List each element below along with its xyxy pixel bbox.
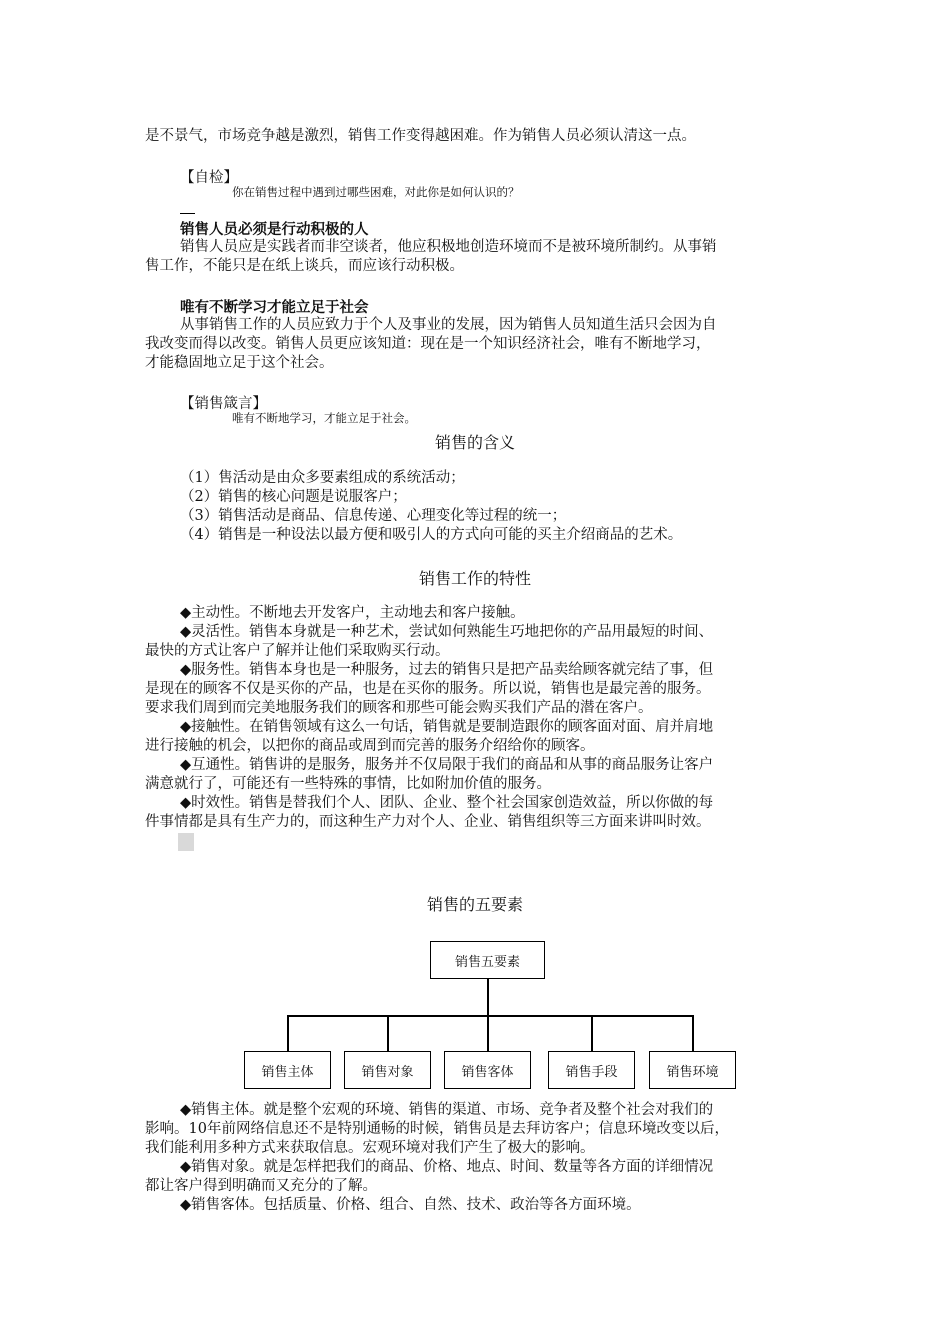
diagram-branch: [287, 1015, 289, 1051]
trait-line: 满意就行了，可能还有一些特殊的事情，比如附加价值的服务。: [145, 776, 551, 792]
section1-heading: 销售人员必须是行动积极的人: [180, 222, 369, 238]
trait-line: ◆服务性。销售本身也是一种服务，过去的销售只是把产品卖给顾客就完结了事，但: [180, 662, 714, 678]
section2-line: 我改变而得以改变。销售人员更应该知道：现在是一个知识经济社会，唯有不断地学习，: [145, 336, 711, 352]
trait-line: 是现在的顾客不仅是买你的产品，也是在买你的服务。所以说，销售也是最完善的服务。: [145, 681, 711, 697]
meaning-item: （4）销售是一种设法以最方便和吸引人的方式向可能的买主介绍商品的艺术。: [180, 527, 683, 543]
diagram-branch: [591, 1015, 593, 1051]
diagram-child-box: 销售手段: [548, 1051, 635, 1089]
motto-label: 【销售箴言】: [180, 396, 267, 412]
section2-line: 从事销售工作的人员应致力于个人及事业的发展，因为销售人员知道生活只会因为自: [180, 317, 717, 333]
diagram-root-box: 销售五要素: [430, 941, 545, 979]
five-line: ◆销售客体。包括质量、价格、组合、自然、技术、政治等各方面环境。: [180, 1197, 641, 1213]
traits-title: 销售工作的特性: [418, 569, 531, 588]
diagram-child-box: 销售对象: [344, 1051, 431, 1089]
diagram-stem: [487, 979, 489, 1016]
section2-heading: 唯有不断学习才能立足于社会: [180, 300, 369, 316]
trait-line: ◆接触性。在销售领域有这么一句话，销售就是要制造跟你的顾客面对面、肩并肩地: [180, 719, 714, 735]
five-line: 我们能利用多种方式来获取信息。宏观环境对我们产生了极大的影响。: [145, 1140, 595, 1156]
five-title: 销售的五要素: [426, 895, 523, 914]
trait-line: ◆主动性。不断地去开发客户，主动地去和客户接触。: [180, 605, 525, 621]
trait-line: 最快的方式让客户了解并让他们采取购买行动。: [145, 643, 450, 659]
meaning-item: （3）销售活动是商品、信息传递、心理变化等过程的统一；: [180, 508, 567, 524]
five-line: ◆销售主体。就是整个宏观的环境、销售的渠道、市场、竞争者及整个社会对我们的: [180, 1102, 714, 1118]
trait-line: 件事情都是具有生产力的，而这种生产力对个人、企业、销售组织等三方面来讲叫时效。: [145, 814, 711, 830]
section1-line: 销售人员应是实践者而非空谈者，他应积极地创造环境而不是被环境所制约。从事销: [180, 239, 717, 255]
diagram-bus: [287, 1015, 693, 1017]
diagram-child-box: 销售环境: [649, 1051, 736, 1089]
five-line: 影响。10年前网络信息还不是特别通畅的时候，销售员是去拜访客户；信息环境改变以后，: [145, 1121, 729, 1137]
trait-line: 要求我们周到而完美地服务我们的顾客和那些可能会购买我们产品的潜在客户。: [145, 700, 653, 716]
intro-line: 是不景气，市场竞争越是激烈，销售工作变得越困难。作为销售人员必须认清这一点。: [145, 128, 696, 144]
meaning-item: （1）售活动是由众多要素组成的系统活动；: [180, 470, 465, 486]
trait-line: ◆互通性。销售讲的是服务，服务并不仅局限于我们的商品和从事的商品服务让客户: [180, 757, 714, 773]
diagram-branch: [487, 1015, 489, 1051]
self-check-label: 【自检】: [180, 170, 238, 186]
short-rule: [180, 213, 195, 214]
diagram-branch: [692, 1015, 694, 1051]
meaning-title: 销售的含义: [434, 433, 515, 452]
meaning-item: （2）销售的核心问题是说服客户；: [180, 489, 407, 505]
diagram-child-box: 销售主体: [244, 1051, 331, 1089]
section2-line: 才能稳固地立足于这个社会。: [145, 355, 334, 371]
self-check-question: 你在销售过程中遇到过哪些困难，对此你是如何认识的？: [232, 185, 520, 199]
five-line: 都让客户得到明确而又充分的了解。: [145, 1178, 377, 1194]
trait-line: 进行接触的机会，以把你的商品或周到而完善的服务介绍给你的顾客。: [145, 738, 595, 754]
motto-text: 唯有不断地学习，才能立足于社会。: [232, 411, 416, 425]
five-line: ◆销售对象。就是怎样把我们的商品、价格、地点、时间、数量等各方面的详细情况: [180, 1159, 714, 1175]
section1-line: 售工作，不能只是在纸上谈兵，而应该行动积极。: [145, 258, 464, 274]
diagram-child-box: 销售客体: [444, 1051, 531, 1089]
diagram-branch: [387, 1015, 389, 1051]
trait-line: ◆灵活性。销售本身就是一种艺术，尝试如何熟能生巧地把你的产品用最短的时间、: [180, 624, 714, 640]
gray-marker: [178, 833, 194, 851]
trait-line: ◆时效性。销售是替我们个人、团队、企业、整个社会国家创造效益，所以你做的每: [180, 795, 714, 811]
